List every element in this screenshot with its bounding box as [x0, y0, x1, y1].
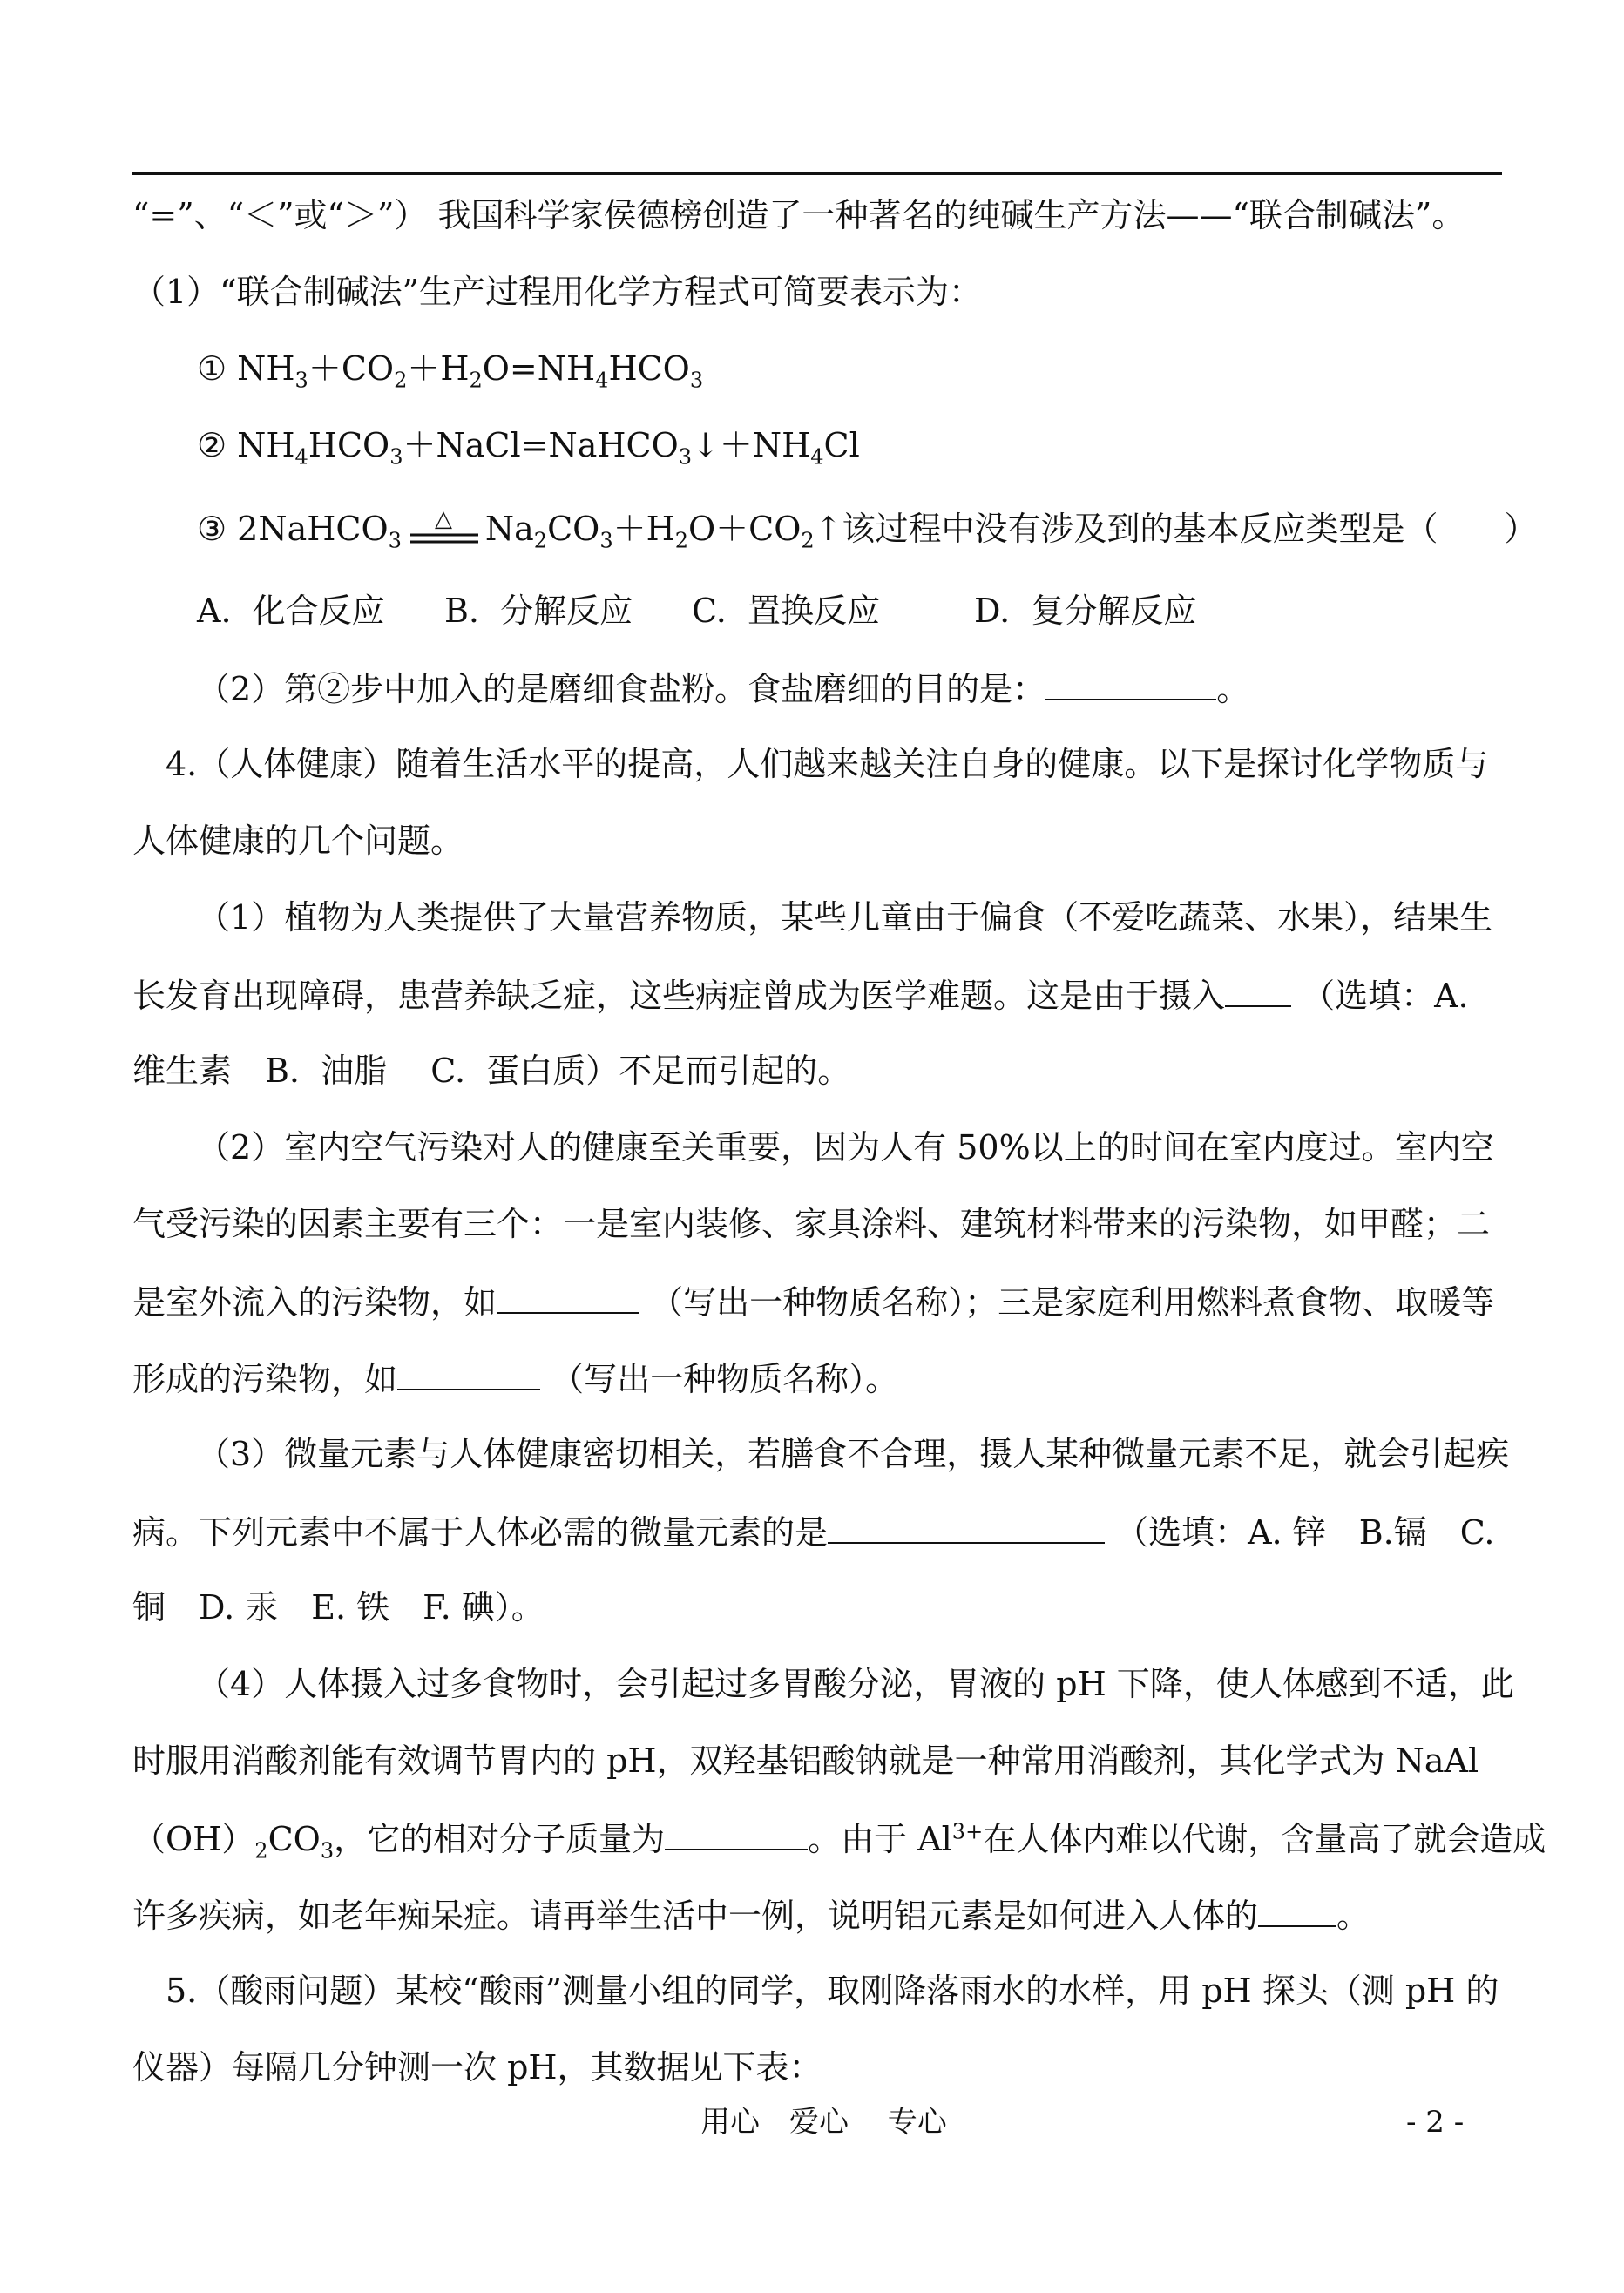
text-line: 是室外流入的污染物，如 （写出一种物质名称）；三是家庭利用燃料煮食物、取暖等 [132, 1279, 1494, 1324]
text-line: $(OH)_2CO_3$，它的相对分子质量为 。由于 $Al^{3+}$在人体内难以代谢，含量高了就会造成 [132, 1816, 1546, 1861]
text-line: （3）微量元素与人体健康密切相关，若膳食不合理，摄人某种微量元素不足，就会引起疾 [197, 1435, 1510, 1473]
text-line: 形成的污染物，如 （写出一种物质名称）。 [132, 1356, 898, 1401]
text-line: 时服用消酸剂能有效调节胃内的 pH，双羟基铝酸钠就是一种常用消酸剂，其化学式为 NaAl [132, 1742, 1479, 1780]
heat-condition-icon [402, 507, 485, 551]
text-line: （1）植物为人类提供了大量营养物质，某些儿童由于偏食（不爱吃蔬菜、水果），结果生 [197, 898, 1493, 937]
answer-blank[interactable] [828, 1509, 1105, 1544]
heat-symbol: △ [434, 507, 452, 532]
text-line: 人体健康的几个问题。 [132, 822, 464, 860]
equation-1: ① $NH_3+CO_2+H_2O=NH_4HCO_3$ [197, 349, 704, 393]
text-line: 病。下列元素中不属于人体必需的微量元素的是 （选填：A. 锌 B.镉 C. [132, 1509, 1495, 1554]
option-d: D. 复分解反应 [974, 592, 1197, 630]
text-line: “=”、“＜”或“＞”） 我国科学家侯德榜创造了一种著名的纯碱生产方法——“联合制碱法”。 [132, 196, 1465, 234]
answer-blank[interactable] [1045, 666, 1216, 700]
answer-blank[interactable] [497, 1279, 639, 1314]
text-line: （2）室内空气污染对人的健康至关重要，因为人有 50%以上的时间在室内度过。室内空 [197, 1128, 1494, 1167]
text-line: 铜 D. 汞 E. 铁 F. 碘）。 [132, 1588, 545, 1627]
answer-blank[interactable] [665, 1816, 808, 1850]
text-line: （2）第②步中加入的是磨细食盐粉。食盐磨细的目的是： 。 [197, 666, 1249, 711]
question-4-heading: 4.（人体健康）随着生活水平的提高，人们越来越关注自身的健康。以下是探讨化学物质与 [166, 745, 1489, 783]
option-c: C. 置换反应 [692, 592, 880, 630]
header-rule [132, 172, 1502, 175]
text-line: 长发育出现障碍，患营养缺乏症，这些病症曾成为医学难题。这是由于摄入 （选填：A. [132, 972, 1469, 1018]
footer-motto: 用心 爱心 专心 [700, 2105, 947, 2140]
page-number: - 2 - [1406, 2105, 1465, 2140]
text-line: 许多疾病，如老年痴呆症。请再举生活中一例，说明铝元素是如何进入人体的 。 [132, 1892, 1370, 1938]
equation-3: ③ 2NaHCO$_3$ △ $Na_2CO_3+H_2O+CO_2↑$该过程中没有涉及到的基本反应类型是（ ） [197, 507, 1538, 553]
equation-2: ② $NH_4HCO_3+NaCl=NaHCO_3↓+NH_4Cl$ [197, 426, 860, 470]
text-line: 仪器）每隔几分钟测一次 pH，其数据见下表： [132, 2048, 822, 2087]
text-line: 维生素 B. 油脂 C. 蛋白质）不足而引起的。 [132, 1052, 851, 1090]
answer-blank[interactable] [397, 1356, 540, 1390]
option-a: A. 化合反应 [197, 592, 385, 630]
answer-blank[interactable] [1258, 1892, 1336, 1927]
text-line: （1）“联合制碱法”生产过程用化学方程式可简要表示为： [132, 273, 983, 311]
question-5-heading: 5.（酸雨问题）某校“酸雨”测量小组的同学，取刚降落雨水的水样，用 pH 探头（测 pH 的 [166, 1972, 1499, 2010]
text-line: （4）人体摄入过多食物时，会引起过多胃酸分泌，胃液的 pH 下降，使人体感到不适，此 [197, 1665, 1514, 1703]
answer-blank[interactable] [1225, 972, 1291, 1007]
text-line: 气受污染的因素主要有三个：一是室内装修、家具涂料、建筑材料带来的污染物，如甲醛；二 [132, 1205, 1491, 1243]
option-b: B. 分解反应 [444, 592, 633, 630]
